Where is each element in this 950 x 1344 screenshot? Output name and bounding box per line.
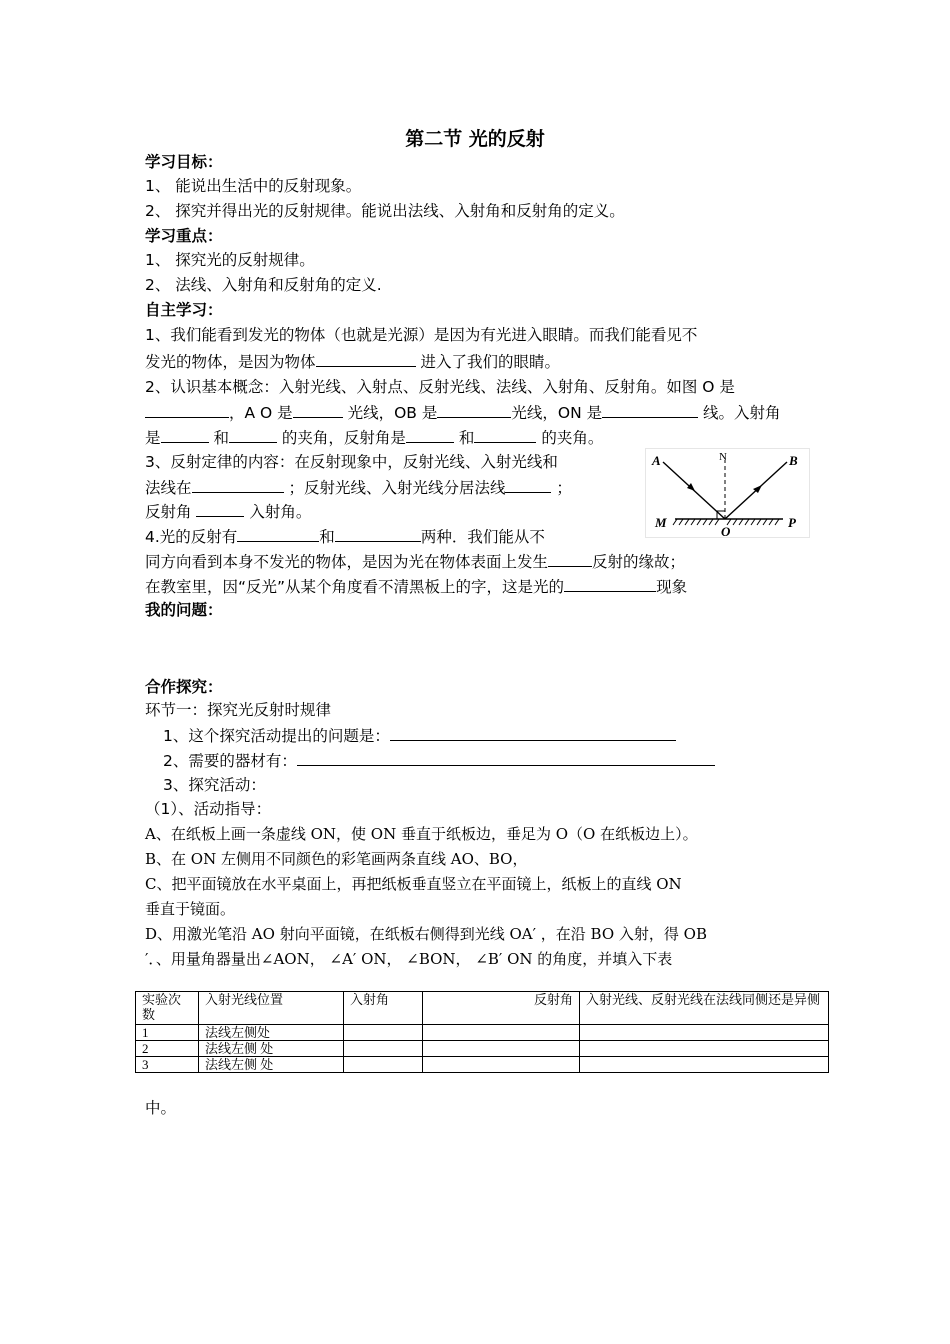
q4-text: 现象 [656,578,688,596]
table-cell: 3 [136,1057,199,1073]
fill-blank[interactable] [437,401,511,418]
experiment-table [135,991,829,1073]
step-3: 3、探究活动： [163,776,266,794]
question-2-line-1: 2、认识基本概念：入射光线、入射点、反射光线、法线、入射角、反射角。如图 O 是 [145,378,735,396]
goals-heading: 学习目标： [145,153,223,171]
label-o: O [721,524,731,538]
question-3-line-2 [145,476,572,499]
step-1 [163,724,676,747]
table-cell: 1 [136,1025,199,1041]
q4-text: 和 [319,528,335,546]
fill-blank[interactable] [229,426,277,443]
guide-a: A、在纸板上画一条虚线 ON，使 ON 垂直于纸板边，垂足为 O（O 在纸板边上）。 [145,825,698,843]
table-cell[interactable] [580,1057,829,1073]
guide-b: B、在 ON 左侧用不同颜色的彩笔画两条直线 AO、BO， [145,850,528,868]
fill-blank[interactable] [196,500,244,517]
table-cell[interactable] [423,1025,580,1041]
q1-text: 进入了我们的眼睛。 [420,353,560,371]
question-2-line-3 [145,426,603,449]
label-p: P [788,515,796,530]
q4-text: 两种．我们能从不 [420,528,545,546]
q4-text: 4.光的反射有 [145,528,238,546]
keypoint-item: 1、 探究光的反射规律。 [145,251,315,269]
header-cell: 入射光线位置 [199,992,344,1025]
question-1-line-1: 1、我们能看到发光的物体（也就是光源）是因为有光进入眼睛。而我们能看见不 [145,326,698,344]
q3-text: ；反射光线、入射光线分居法线 [288,479,506,497]
guide-c-2: 垂直于镜面。 [145,900,236,918]
guide-heading: （1）、活动指导： [145,800,272,818]
table-row [136,1041,829,1057]
label-n: N [719,451,727,463]
fill-blank[interactable] [192,476,284,493]
keypoints-heading: 学习重点： [145,227,223,245]
fill-blank[interactable] [548,550,592,567]
question-1-line-2 [145,350,560,373]
table-cell[interactable] [423,1057,580,1073]
table-cell[interactable] [580,1025,829,1041]
question-3-line-1: 3、反射定律的内容：在反射现象中，反射光线、入射光线和 [145,453,558,471]
header-cell: 反射角 [423,992,580,1025]
table-row [136,1025,829,1041]
fill-blank[interactable] [145,401,229,418]
guide-d-1: D、用激光笔沿 AO 射向平面镜，在纸板右侧得到光线 OA′ ，在沿 BO 入射，得 OB [145,925,707,943]
keypoint-item: 2、 法线、入射角和反射角的定义. [145,276,382,294]
step-2 [163,749,715,772]
q3-text: 反射角 [145,503,192,521]
q4-text: 同方向看到本身不发光的物体，是因为光在物体表面上发生 [145,553,549,571]
header-cell: 实验次数 [136,992,199,1025]
cooperate-heading: 合作探究： [145,678,223,696]
q2-text: ，A O 是 [229,404,293,422]
fill-blank[interactable] [602,401,698,418]
my-question-heading: 我的问题： [145,601,223,619]
table-cell[interactable] [344,1041,423,1057]
incident-arrow [687,483,695,491]
table-cell: 法线左侧 处 [199,1057,344,1073]
q3-text: 入射角。 [249,503,312,521]
q2-text: 和 [213,429,229,447]
q3-text: 法线在 [145,479,192,497]
q4-text: 反射的缘故； [592,553,686,571]
step-text: 2、需要的器材有： [163,752,297,770]
fill-blank[interactable] [474,426,536,443]
table-cell[interactable] [423,1041,580,1057]
fill-blank[interactable] [505,476,551,493]
q2-text: 线。入射角 [703,404,781,422]
self-study-heading: 自主学习： [145,301,223,319]
label-b: B [789,453,798,468]
fill-blank[interactable] [406,426,454,443]
table-cell[interactable] [344,1057,423,1073]
goal-item: 1、 能说出生活中的反射现象。 [145,177,362,195]
question-2-line-2 [145,401,781,424]
table-header-row [136,992,829,1025]
fill-blank[interactable] [564,575,656,592]
step-text: 1、这个探究活动提出的问题是： [163,727,390,745]
q2-text: 和 [458,429,475,447]
table-row [136,1057,829,1073]
q1-text: 发光的物体，是因为物体 [145,353,316,371]
fill-blank[interactable] [316,350,416,367]
table-cell: 法线左侧处 [199,1025,344,1041]
fill-blank[interactable] [293,401,343,418]
fill-blank[interactable] [335,525,421,542]
header-cell: 入射光线、反射光线在法线同侧还是异侧 [580,992,829,1025]
fill-blank[interactable] [390,724,676,741]
header-cell: 入射角 [344,992,423,1025]
question-4-line-3 [145,575,687,598]
tail-text: 中。 [145,1099,177,1117]
q2-text: 的夹角，反射角是 [281,429,406,447]
guide-d-2: ′．、用量角器量出∠AON， ∠A′ ON， ∠BON， ∠B′ ON 的角度，并填入下表 [145,950,673,968]
reflection-diagram [645,448,810,538]
table-cell[interactable] [344,1025,423,1041]
q4-text: 在教室里，因“反光”从某个角度看不清黑板上的字，这是光的 [145,578,565,596]
question-4-line-1 [145,525,545,548]
goal-item: 2、 探究并得出光的反射规律。能说出法线、入射角和反射角的定义。 [145,202,625,220]
guide-c-1: C、把平面镜放在水平桌面上，再把纸板垂直竖立在平面镜上，纸板上的直线 ON [145,875,682,893]
q2-text: 是 [145,429,161,447]
q2-text: 的夹角。 [541,429,604,447]
question-4-line-2 [145,550,685,573]
q2-text: 光线，OB 是 [347,404,438,422]
question-3-line-3 [145,500,311,523]
fill-blank[interactable] [237,525,319,542]
q2-text: 光线，ON 是 [511,404,603,422]
section-title: 环节一：探究光反射时规律 [145,701,332,719]
page-title: 第二节 光的反射 [405,128,545,150]
table-cell: 法线左侧 处 [199,1041,344,1057]
label-m: M [655,515,667,530]
table-cell: 2 [136,1041,199,1057]
label-a: A [652,453,661,468]
fill-blank[interactable] [161,426,209,443]
table-cell[interactable] [580,1041,829,1057]
fill-blank[interactable] [297,749,715,766]
q3-text: ； [556,479,572,497]
